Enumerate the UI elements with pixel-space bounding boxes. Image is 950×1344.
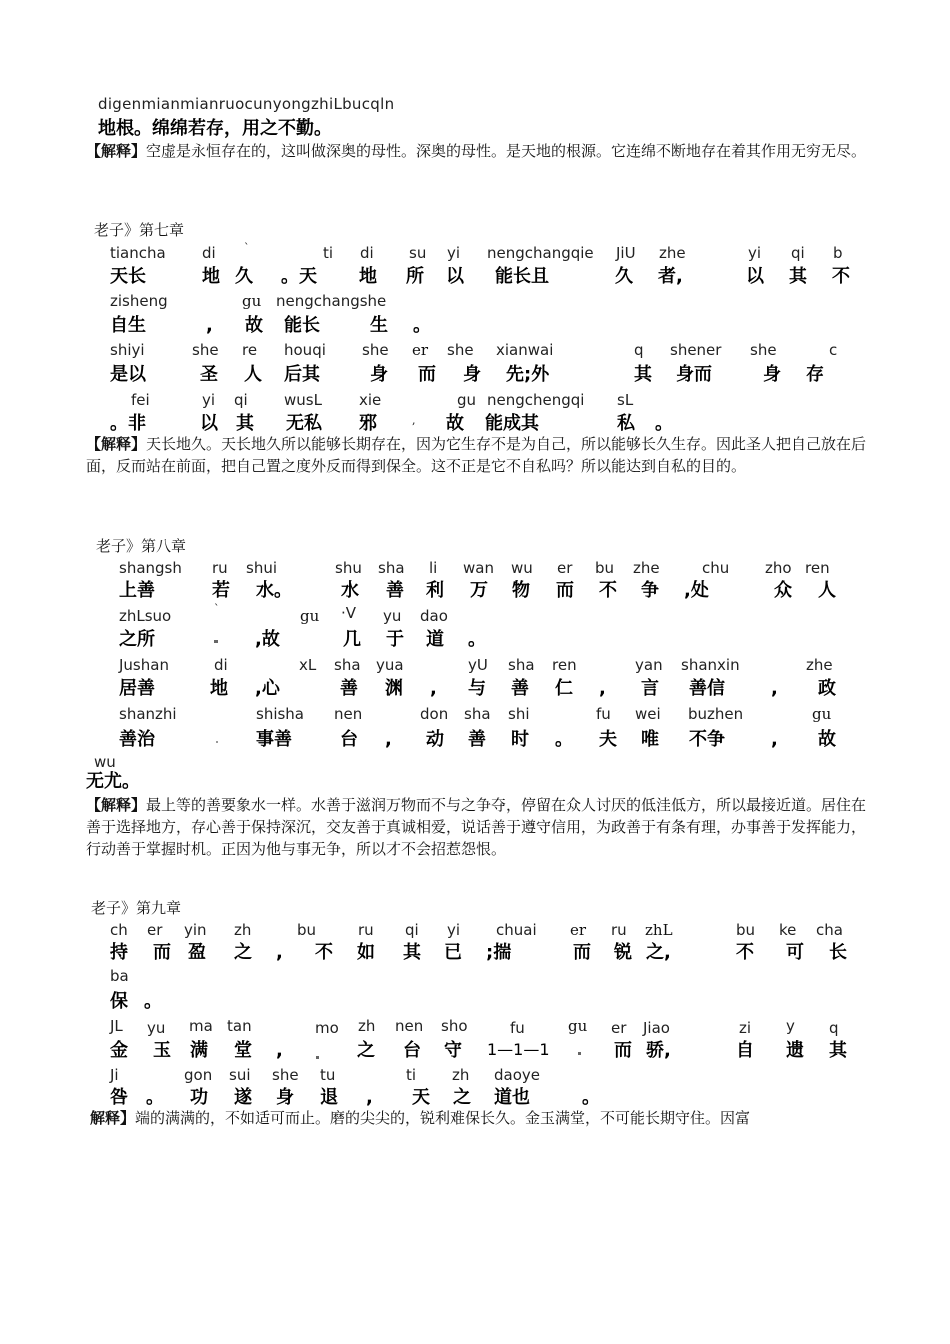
hanzi: ,	[771, 729, 778, 750]
pinyin: chu	[702, 559, 730, 577]
hanzi: 之所	[119, 629, 155, 650]
hanzi: 故	[245, 315, 263, 336]
pinyin: c	[829, 341, 838, 359]
hanzi: 众	[774, 580, 792, 601]
hanzi: 咎	[110, 1087, 128, 1108]
intro-text: 地根。绵绵若存，用之不勤。	[98, 118, 332, 139]
hanzi: 而	[614, 1040, 632, 1061]
hanzi: 善治	[119, 729, 155, 750]
hanzi: 之	[234, 942, 252, 963]
pinyin: ˋ	[214, 602, 220, 615]
pinyin: shangsh	[119, 559, 182, 577]
chapter-8-title: 老子》第八章	[96, 537, 187, 555]
pinyin: gu	[300, 607, 320, 625]
pinyin: sha	[378, 559, 405, 577]
chapter-9-explanation	[90, 1107, 880, 1129]
intro-explanation	[86, 140, 876, 162]
pinyin: xianwai	[496, 341, 554, 359]
pinyin: gon	[184, 1066, 213, 1084]
hanzi: 而	[153, 942, 171, 963]
pinyin: wei	[635, 705, 661, 723]
hanzi: 自生	[110, 315, 146, 336]
hanzi: 人	[818, 580, 836, 601]
hanzi: 善	[511, 678, 529, 699]
hanzi: 以	[746, 266, 764, 287]
pinyin: di	[360, 244, 374, 262]
hanzi: 以	[200, 413, 218, 434]
pinyin: Jushan	[119, 656, 169, 674]
hanzi: ,	[385, 729, 392, 750]
pinyin: sho	[441, 1017, 468, 1035]
hanzi: 时	[511, 729, 529, 750]
pinyin: Ji	[110, 1066, 119, 1084]
hanzi: 不	[599, 580, 617, 601]
hanzi: 而	[418, 364, 436, 385]
hanzi: 无尤。	[86, 771, 140, 792]
hanzi: 之	[453, 1087, 471, 1108]
pinyin: ti	[323, 244, 334, 262]
pinyin: xie	[359, 391, 382, 409]
pinyin: su	[409, 244, 427, 262]
hanzi: 是以	[110, 364, 146, 385]
pinyin: wan	[463, 559, 494, 577]
explanation-label: 解释】	[90, 1109, 136, 1127]
pinyin: qi	[791, 244, 805, 262]
pinyin: don	[420, 705, 449, 723]
chapter-8-explanation	[86, 794, 876, 860]
pinyin: zho	[765, 559, 792, 577]
hanzi: 玉	[153, 1040, 171, 1061]
pinyin: gu	[568, 1017, 588, 1035]
explanation-text: 端的满满的，不如适可而止。磨的尖尖的，锐利难保长久。金玉满堂，不可能长期守住。因富	[135, 1109, 751, 1127]
pinyin: sha	[334, 656, 361, 674]
hanzi: 盈	[188, 942, 206, 963]
hanzi: 邪	[359, 413, 377, 434]
hanzi: 。	[655, 413, 673, 434]
hanzi: 善	[340, 678, 358, 699]
ink-speck	[578, 1052, 581, 1055]
pinyin: she	[447, 341, 474, 359]
explanation-text: 天长地久。天长地久所以能够长期存在，因为它生存不是为自己，所以能够长久生存。因此圣人把自己放在后面，反而站在前面，把自己置之度外反而得到保全。这不正是它不自私吗？所以能达到自私的目的。	[86, 435, 867, 475]
ink-speck	[214, 640, 218, 643]
hanzi: 若	[212, 580, 230, 601]
hanzi: 圣	[200, 364, 218, 385]
hanzi: 遗	[786, 1040, 804, 1061]
hanzi: 无私	[286, 413, 322, 434]
hanzi: 居善	[119, 678, 155, 699]
pinyin: daoye	[494, 1066, 540, 1084]
hanzi: 其	[634, 364, 652, 385]
explanation-label: 【解释】	[86, 435, 147, 453]
pinyin: er	[412, 341, 429, 359]
pinyin: bu	[297, 921, 317, 939]
pinyin: fei	[131, 391, 150, 409]
hanzi: 渊	[385, 678, 403, 699]
pinyin: y	[786, 1017, 795, 1035]
pinyin: she	[192, 341, 219, 359]
pinyin: she	[750, 341, 777, 359]
hanzi: 水。	[256, 580, 292, 601]
hanzi: 满	[190, 1040, 208, 1061]
hanzi: 。	[468, 629, 486, 650]
pinyin: sha	[508, 656, 535, 674]
pinyin: she	[272, 1066, 299, 1084]
pinyin: ru	[212, 559, 228, 577]
pinyin: zi	[739, 1019, 752, 1037]
pinyin: yi	[447, 921, 461, 939]
pinyin: shi	[508, 705, 530, 723]
hanzi: ,	[430, 678, 437, 699]
hanzi: 1—1—1	[487, 1040, 550, 1059]
hanzi: ,	[771, 678, 778, 699]
hanzi: 之,	[646, 942, 671, 963]
pinyin: q	[829, 1019, 839, 1037]
pinyin: nen	[334, 705, 363, 723]
hanzi: 而	[556, 580, 574, 601]
pinyin: er	[611, 1019, 627, 1037]
pinyin: ·V	[341, 604, 357, 622]
pinyin: wusL	[284, 391, 322, 409]
hanzi: 地	[210, 678, 228, 699]
hanzi: ,心	[255, 678, 280, 699]
hanzi: 地	[359, 266, 377, 287]
explanation-label: 【解释】	[86, 142, 147, 160]
pinyin: qi	[405, 921, 419, 939]
pinyin: sha	[464, 705, 491, 723]
hanzi: 身	[276, 1087, 294, 1108]
hanzi: 堂	[234, 1040, 252, 1061]
hanzi: 持	[110, 942, 128, 963]
hanzi: 。天	[281, 266, 317, 287]
hanzi: 上善	[119, 580, 155, 601]
hanzi: 。	[555, 729, 573, 750]
hanzi: ;揣	[486, 942, 512, 963]
hanzi: 事善	[256, 729, 292, 750]
pinyin: JiU	[616, 244, 636, 262]
pinyin: xL	[299, 656, 317, 674]
hanzi: 善信	[689, 678, 725, 699]
hanzi: 人	[244, 364, 262, 385]
pinyin: ma	[189, 1017, 213, 1035]
pinyin: ch	[110, 921, 128, 939]
pinyin: q	[634, 341, 644, 359]
hanzi: 动	[426, 729, 444, 750]
hanzi: 。	[144, 991, 162, 1012]
pinyin: fu	[596, 705, 611, 723]
hanzi: 所	[406, 266, 424, 287]
hanzi: 锐	[614, 942, 632, 963]
hanzi: 保	[110, 991, 128, 1012]
pinyin: ba	[110, 967, 129, 985]
hanzi: 骄,	[646, 1040, 671, 1061]
hanzi: ,	[276, 1040, 283, 1061]
hanzi: 物	[512, 580, 530, 601]
hanzi: 身而	[676, 364, 712, 385]
hanzi: ,处	[684, 580, 709, 601]
pinyin: shanxin	[681, 656, 740, 674]
pinyin: ren	[805, 559, 830, 577]
chapter-9-title: 老子》第九章	[91, 899, 182, 917]
pinyin: zhe	[806, 656, 833, 674]
hanzi: 不争	[689, 729, 725, 750]
pinyin: zhLsuo	[119, 607, 172, 625]
hanzi: 遂	[234, 1087, 252, 1108]
hanzi: 可	[786, 942, 804, 963]
hanzi: 言	[641, 678, 659, 699]
pinyin: nengchengqi	[487, 391, 585, 409]
pinyin: zhe	[633, 559, 660, 577]
pinyin: zh	[452, 1066, 470, 1084]
pinyin: zh	[358, 1017, 376, 1035]
pinyin: gu	[242, 292, 262, 310]
pinyin: dao	[420, 607, 448, 625]
hanzi: 生	[370, 315, 388, 336]
hanzi: 与	[468, 678, 486, 699]
hanzi: 台	[340, 729, 358, 750]
hanzi: 万	[470, 580, 488, 601]
pinyin: sL	[617, 391, 634, 409]
intro-pinyin: digenmianmianruocunyongzhiLbucqln	[98, 95, 395, 113]
hanzi: 几	[343, 629, 361, 650]
pinyin: wu	[94, 753, 116, 771]
hanzi: ,故	[255, 629, 280, 650]
pinyin: wu	[511, 559, 533, 577]
hanzi: 争	[641, 580, 659, 601]
chapter-7-title: 老子》第七章	[94, 221, 185, 239]
pinyin: nengchangqie	[487, 244, 594, 262]
ink-speck	[216, 741, 218, 743]
hanzi: 者,	[658, 266, 683, 287]
pinyin: ren	[552, 656, 577, 674]
pinyin: re	[242, 341, 258, 359]
chapter-7-explanation	[86, 433, 876, 477]
hanzi: 如	[357, 942, 375, 963]
pinyin: shu	[335, 559, 362, 577]
hanzi: 身	[370, 364, 388, 385]
pinyin: ke	[779, 921, 797, 939]
hanzi: 而	[573, 942, 591, 963]
hanzi: 。非	[110, 413, 146, 434]
pinyin: yi	[447, 244, 461, 262]
pinyin: yi	[748, 244, 762, 262]
pinyin: er	[570, 921, 587, 939]
hanzi: 能长	[284, 315, 320, 336]
hanzi: 于	[386, 629, 404, 650]
pinyin: yu	[383, 607, 402, 625]
pinyin: chuai	[496, 921, 537, 939]
pinyin: houqi	[284, 341, 326, 359]
hanzi: 其	[829, 1040, 847, 1061]
hanzi: 其	[789, 266, 807, 287]
pinyin: gu	[457, 391, 477, 409]
pinyin: ti	[406, 1066, 417, 1084]
hanzi: 天长	[110, 266, 146, 287]
hanzi: 故	[446, 413, 464, 434]
pinyin: ru	[611, 921, 627, 939]
pinyin: b	[833, 244, 843, 262]
pinyin: shui	[246, 559, 277, 577]
hanzi: 守	[444, 1040, 462, 1061]
hanzi: 先;外	[506, 364, 550, 385]
pinyin: zisheng	[110, 292, 168, 310]
pinyin: tu	[320, 1066, 336, 1084]
hanzi: 善	[468, 729, 486, 750]
hanzi: 不	[832, 266, 850, 287]
pinyin: she	[362, 341, 389, 359]
hanzi: 存	[806, 364, 824, 385]
pinyin: li	[429, 559, 438, 577]
hanzi: 水	[341, 580, 359, 601]
pinyin: nen	[395, 1017, 424, 1035]
hanzi: 其	[403, 942, 421, 963]
hanzi: 夫	[599, 729, 617, 750]
hanzi: 退	[320, 1087, 338, 1108]
hanzi: 久	[235, 266, 253, 287]
hanzi: ,	[206, 315, 213, 336]
pinyin: shiyi	[110, 341, 145, 359]
pinyin: zhe	[659, 244, 686, 262]
hanzi: 唯	[641, 729, 659, 750]
hanzi: ,	[366, 1087, 373, 1108]
pinyin: zhL	[645, 921, 673, 939]
hanzi: 地	[202, 266, 220, 287]
pinyin: sui	[229, 1066, 251, 1084]
hanzi: 自	[736, 1040, 754, 1061]
hanzi: 利	[426, 580, 444, 601]
pinyin: yua	[376, 656, 404, 674]
pinyin: yU	[468, 656, 488, 674]
pinyin: di	[202, 244, 216, 262]
pinyin: shisha	[256, 705, 305, 723]
hanzi: ,	[276, 942, 283, 963]
pinyin: yu	[147, 1019, 166, 1037]
hanzi: 道	[426, 629, 444, 650]
pinyin: buzhen	[688, 705, 744, 723]
hanzi: 身	[763, 364, 781, 385]
pinyin: zh	[234, 921, 252, 939]
hanzi: ,	[599, 678, 606, 699]
pinyin: yan	[635, 656, 663, 674]
hanzi: 身	[463, 364, 481, 385]
pinyin: JL	[110, 1017, 123, 1035]
hanzi: 能成其	[485, 413, 539, 434]
hanzi: 仁	[555, 678, 573, 699]
pinyin: ˋ	[244, 241, 250, 254]
pinyin: bu	[595, 559, 615, 577]
hanzi: 金	[110, 1040, 128, 1061]
hanzi: 政	[818, 678, 836, 699]
hanzi: 。	[582, 1087, 600, 1108]
hanzi: 道也	[494, 1087, 530, 1108]
hanzi: 已	[444, 942, 462, 963]
hanzi: 善	[386, 580, 404, 601]
pinyin: cha	[816, 921, 843, 939]
explanation-label: 【解释】	[86, 796, 147, 814]
pinyin: tiancha	[110, 244, 166, 262]
hanzi: 之	[357, 1040, 375, 1061]
pinyin: tan	[227, 1017, 252, 1035]
ink-speck	[316, 1056, 319, 1059]
pinyin: gu	[812, 705, 832, 723]
hanzi: 不	[736, 942, 754, 963]
hanzi: 长	[829, 942, 847, 963]
hanzi: 天	[412, 1087, 430, 1108]
pinyin: nengchangshe	[276, 292, 387, 310]
pinyin: ru	[358, 921, 374, 939]
pinyin: er	[557, 559, 573, 577]
hanzi: 功	[190, 1087, 208, 1108]
hanzi: 其	[236, 413, 254, 434]
pinyin: yin	[184, 921, 207, 939]
pinyin: yi	[202, 391, 216, 409]
hanzi: 私	[617, 413, 635, 434]
hanzi: 故	[818, 729, 836, 750]
pinyin: di	[214, 656, 228, 674]
pinyin: shanzhi	[119, 705, 177, 723]
hanzi: 以	[446, 266, 464, 287]
hanzi: ,	[412, 414, 416, 427]
pinyin: er	[147, 921, 163, 939]
pinyin: Jiao	[643, 1019, 670, 1037]
hanzi: 能长且	[495, 266, 549, 287]
hanzi: 久	[615, 266, 633, 287]
pinyin: mo	[315, 1019, 339, 1037]
pinyin: qi	[234, 391, 248, 409]
pinyin: bu	[736, 921, 756, 939]
hanzi: 台	[403, 1040, 421, 1061]
hanzi: 不	[315, 942, 333, 963]
pinyin: shener	[670, 341, 722, 359]
pinyin: fu	[510, 1019, 525, 1037]
explanation-text: 最上等的善要象水一样。水善于滋润万物而不与之争夺，停留在众人讨厌的低洼低方，所以最接近道。居住在善于选择地方，存心善于保持深沉，交友善于真诚相爱，说话善于遵守信用，为政善于有条有理，办事善于发挥能力，行动善于掌握时机。正因为他与事无争，所以才不会招惹怨恨。	[86, 796, 867, 858]
hanzi: 后其	[284, 364, 320, 385]
hanzi: 。	[413, 315, 431, 336]
explanation-text: 空虚是永恒存在的，这叫做深奥的母性。深奥的母性。是天地的根源。它连绵不断地存在着其作用无穷无尽。	[146, 142, 867, 160]
hanzi: 。	[146, 1087, 164, 1108]
